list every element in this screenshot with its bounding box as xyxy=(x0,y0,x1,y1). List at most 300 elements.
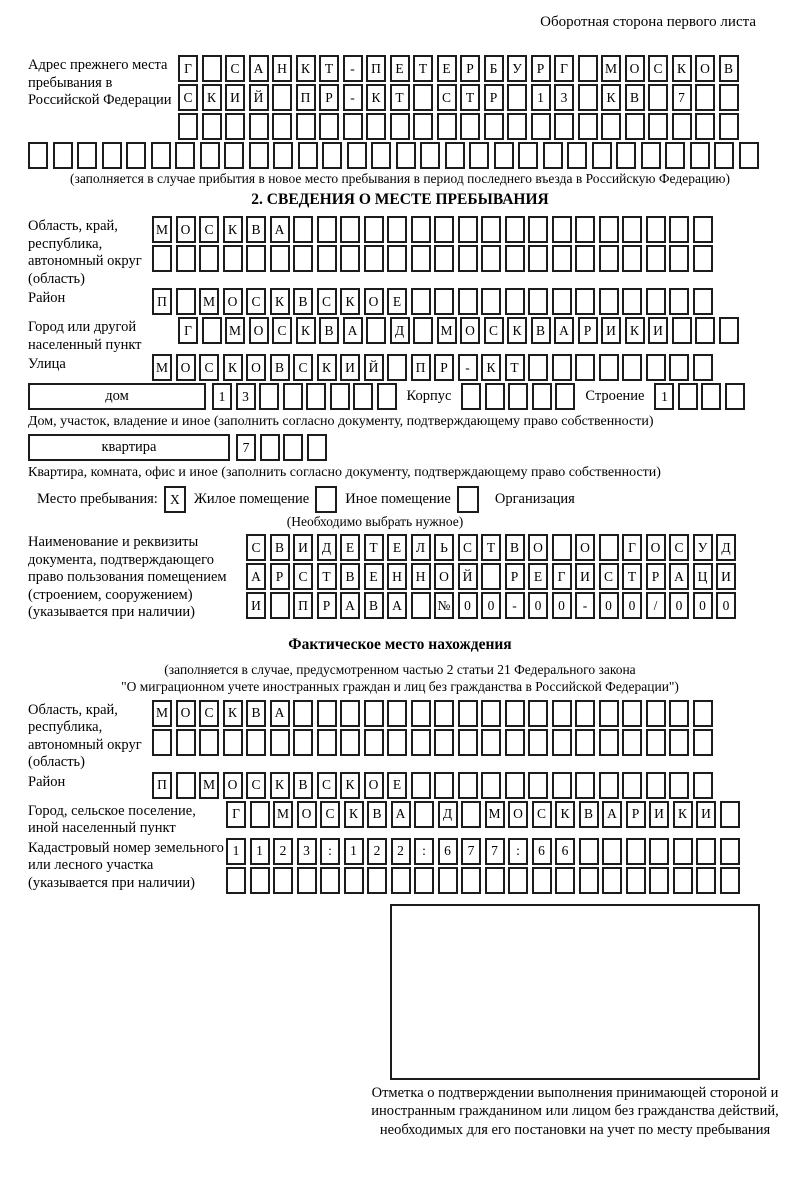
char-box[interactable] xyxy=(622,354,642,381)
char-box[interactable]: В xyxy=(364,592,384,619)
char-box[interactable] xyxy=(481,216,501,243)
char-box[interactable] xyxy=(307,434,327,461)
char-box[interactable]: С xyxy=(458,534,478,561)
char-box[interactable] xyxy=(411,288,431,315)
char-box[interactable] xyxy=(646,216,666,243)
char-box[interactable]: О xyxy=(249,317,269,344)
char-box[interactable] xyxy=(293,245,313,272)
char-box[interactable] xyxy=(505,772,525,799)
char-box[interactable]: П xyxy=(152,772,172,799)
char-box[interactable]: : xyxy=(508,838,528,865)
char-box[interactable] xyxy=(377,383,397,410)
char-box[interactable]: С xyxy=(669,534,689,561)
char-box[interactable]: И xyxy=(716,563,736,590)
char-box[interactable] xyxy=(672,317,692,344)
char-box[interactable]: И xyxy=(649,801,669,828)
char-box[interactable] xyxy=(199,245,219,272)
char-box[interactable]: О xyxy=(223,772,243,799)
char-box[interactable] xyxy=(461,383,481,410)
char-box[interactable] xyxy=(599,729,619,756)
char-box[interactable]: Р xyxy=(434,354,454,381)
char-box[interactable]: К xyxy=(270,288,290,315)
char-box[interactable]: В xyxy=(625,84,645,111)
char-box[interactable]: С xyxy=(246,288,266,315)
char-box[interactable]: 6 xyxy=(555,838,575,865)
char-box[interactable] xyxy=(616,142,636,169)
char-box[interactable] xyxy=(528,772,548,799)
char-box[interactable] xyxy=(599,354,619,381)
char-box[interactable]: А xyxy=(669,563,689,590)
char-box[interactable] xyxy=(102,142,122,169)
char-box[interactable] xyxy=(528,354,548,381)
char-box[interactable]: П xyxy=(293,592,313,619)
char-box[interactable]: № xyxy=(434,592,454,619)
char-box[interactable] xyxy=(317,729,337,756)
char-box[interactable]: Т xyxy=(505,354,525,381)
char-box[interactable]: Р xyxy=(505,563,525,590)
char-box[interactable]: - xyxy=(343,84,363,111)
char-box[interactable]: И xyxy=(601,317,621,344)
char-box[interactable] xyxy=(250,867,270,894)
char-box[interactable] xyxy=(411,245,431,272)
char-box[interactable] xyxy=(434,288,454,315)
char-box[interactable]: 3 xyxy=(236,383,256,410)
char-box[interactable] xyxy=(176,245,196,272)
char-box[interactable]: М xyxy=(152,354,172,381)
char-box[interactable] xyxy=(665,142,685,169)
char-box[interactable] xyxy=(575,288,595,315)
char-box[interactable] xyxy=(413,84,433,111)
char-box[interactable] xyxy=(528,216,548,243)
char-box[interactable] xyxy=(481,288,501,315)
char-box[interactable]: В xyxy=(719,55,739,82)
char-box[interactable]: А xyxy=(249,55,269,82)
char-box[interactable] xyxy=(579,867,599,894)
char-box[interactable] xyxy=(599,700,619,727)
char-box[interactable] xyxy=(223,729,243,756)
char-box[interactable] xyxy=(648,84,668,111)
char-box[interactable]: 1 xyxy=(654,383,674,410)
char-box[interactable] xyxy=(445,142,465,169)
char-box[interactable]: : xyxy=(320,838,340,865)
char-box[interactable]: О xyxy=(297,801,317,828)
char-box[interactable] xyxy=(552,772,572,799)
char-box[interactable] xyxy=(646,729,666,756)
char-box[interactable] xyxy=(739,142,759,169)
char-box[interactable]: 0 xyxy=(622,592,642,619)
char-box[interactable] xyxy=(695,113,715,140)
char-box[interactable] xyxy=(434,700,454,727)
char-box[interactable] xyxy=(649,867,669,894)
char-box[interactable]: О xyxy=(460,317,480,344)
char-box[interactable]: : xyxy=(414,838,434,865)
char-box[interactable]: Г xyxy=(554,55,574,82)
char-box[interactable] xyxy=(371,142,391,169)
char-box[interactable] xyxy=(567,142,587,169)
char-box[interactable] xyxy=(693,245,713,272)
char-box[interactable]: П xyxy=(152,288,172,315)
char-box[interactable] xyxy=(669,288,689,315)
char-box[interactable]: С xyxy=(272,317,292,344)
char-box[interactable] xyxy=(387,729,407,756)
char-box[interactable]: У xyxy=(507,55,527,82)
char-box[interactable]: К xyxy=(296,55,316,82)
checkbox-residential[interactable]: X xyxy=(164,486,186,513)
char-box[interactable] xyxy=(176,772,196,799)
char-box[interactable] xyxy=(693,216,713,243)
char-box[interactable]: Г xyxy=(226,801,246,828)
char-box[interactable] xyxy=(411,700,431,727)
char-box[interactable]: Е xyxy=(387,288,407,315)
char-box[interactable] xyxy=(481,729,501,756)
char-box[interactable] xyxy=(293,700,313,727)
char-box[interactable]: 2 xyxy=(367,838,387,865)
char-box[interactable]: А xyxy=(270,216,290,243)
char-box[interactable] xyxy=(283,383,303,410)
char-box[interactable]: 7 xyxy=(461,838,481,865)
char-box[interactable]: В xyxy=(579,801,599,828)
char-box[interactable] xyxy=(518,142,538,169)
char-box[interactable]: К xyxy=(507,317,527,344)
char-box[interactable]: 1 xyxy=(531,84,551,111)
char-box[interactable] xyxy=(387,354,407,381)
char-box[interactable] xyxy=(626,838,646,865)
char-box[interactable]: К xyxy=(223,216,243,243)
char-box[interactable] xyxy=(693,729,713,756)
char-box[interactable] xyxy=(458,700,478,727)
char-box[interactable] xyxy=(413,317,433,344)
char-box[interactable] xyxy=(531,113,551,140)
char-box[interactable]: В xyxy=(246,216,266,243)
char-box[interactable] xyxy=(720,867,740,894)
char-box[interactable] xyxy=(298,142,318,169)
char-box[interactable] xyxy=(646,245,666,272)
char-box[interactable] xyxy=(434,729,454,756)
char-box[interactable] xyxy=(646,700,666,727)
char-box[interactable] xyxy=(505,245,525,272)
char-box[interactable]: Е xyxy=(390,55,410,82)
char-box[interactable]: Г xyxy=(622,534,642,561)
char-box[interactable]: Е xyxy=(340,534,360,561)
char-box[interactable] xyxy=(366,317,386,344)
char-box[interactable] xyxy=(272,84,292,111)
char-box[interactable]: Й xyxy=(458,563,478,590)
char-box[interactable]: К xyxy=(223,700,243,727)
char-box[interactable]: Н xyxy=(411,563,431,590)
char-box[interactable] xyxy=(411,592,431,619)
char-box[interactable] xyxy=(364,245,384,272)
char-box[interactable]: Ь xyxy=(434,534,454,561)
char-box[interactable]: В xyxy=(531,317,551,344)
char-box[interactable]: С xyxy=(317,772,337,799)
char-box[interactable]: В xyxy=(293,772,313,799)
char-box[interactable]: С xyxy=(199,216,219,243)
char-box[interactable]: 0 xyxy=(669,592,689,619)
char-box[interactable]: К xyxy=(673,801,693,828)
char-box[interactable] xyxy=(532,867,552,894)
char-box[interactable] xyxy=(296,113,316,140)
char-box[interactable]: И xyxy=(648,317,668,344)
char-box[interactable]: 7 xyxy=(672,84,692,111)
char-box[interactable]: П xyxy=(411,354,431,381)
char-box[interactable] xyxy=(458,729,478,756)
char-box[interactable]: А xyxy=(340,592,360,619)
char-box[interactable] xyxy=(246,729,266,756)
char-box[interactable] xyxy=(646,288,666,315)
char-box[interactable] xyxy=(202,317,222,344)
char-box[interactable]: Г xyxy=(178,55,198,82)
char-box[interactable] xyxy=(322,142,342,169)
char-box[interactable] xyxy=(552,729,572,756)
char-box[interactable] xyxy=(353,383,373,410)
char-box[interactable]: С xyxy=(199,700,219,727)
char-box[interactable] xyxy=(151,142,171,169)
char-box[interactable] xyxy=(646,772,666,799)
char-box[interactable] xyxy=(461,801,481,828)
char-box[interactable]: С xyxy=(225,55,245,82)
char-box[interactable]: 0 xyxy=(481,592,501,619)
char-box[interactable]: О xyxy=(646,534,666,561)
char-box[interactable] xyxy=(364,729,384,756)
char-box[interactable]: Р xyxy=(270,563,290,590)
char-box[interactable]: 1 xyxy=(344,838,364,865)
char-box[interactable] xyxy=(391,867,411,894)
char-box[interactable] xyxy=(579,838,599,865)
char-box[interactable]: Д xyxy=(716,534,736,561)
char-box[interactable] xyxy=(719,317,739,344)
char-box[interactable]: К xyxy=(270,772,290,799)
char-box[interactable]: В xyxy=(319,317,339,344)
char-box[interactable]: С xyxy=(437,84,457,111)
char-box[interactable]: Н xyxy=(272,55,292,82)
char-box[interactable] xyxy=(669,354,689,381)
char-box[interactable]: Т xyxy=(317,563,337,590)
char-box[interactable]: 0 xyxy=(458,592,478,619)
char-box[interactable] xyxy=(714,142,734,169)
char-box[interactable] xyxy=(552,216,572,243)
char-box[interactable] xyxy=(293,729,313,756)
char-box[interactable]: Р xyxy=(460,55,480,82)
char-box[interactable] xyxy=(599,245,619,272)
char-box[interactable]: О xyxy=(528,534,548,561)
char-box[interactable] xyxy=(249,142,269,169)
char-box[interactable] xyxy=(669,245,689,272)
char-box[interactable] xyxy=(622,245,642,272)
char-box[interactable]: Е xyxy=(387,534,407,561)
char-box[interactable]: Т xyxy=(319,55,339,82)
char-box[interactable] xyxy=(224,142,244,169)
char-box[interactable]: И xyxy=(575,563,595,590)
char-box[interactable]: О xyxy=(176,700,196,727)
char-box[interactable] xyxy=(578,55,598,82)
char-box[interactable]: С xyxy=(320,801,340,828)
char-box[interactable] xyxy=(175,142,195,169)
char-box[interactable]: О xyxy=(434,563,454,590)
char-box[interactable] xyxy=(176,729,196,756)
char-box[interactable] xyxy=(672,113,692,140)
char-box[interactable] xyxy=(270,245,290,272)
char-box[interactable] xyxy=(554,113,574,140)
char-box[interactable] xyxy=(202,55,222,82)
char-box[interactable] xyxy=(437,113,457,140)
char-box[interactable] xyxy=(225,113,245,140)
char-box[interactable]: О xyxy=(246,354,266,381)
char-box[interactable] xyxy=(696,838,716,865)
char-box[interactable] xyxy=(719,84,739,111)
char-box[interactable]: Н xyxy=(387,563,407,590)
char-box[interactable]: 1 xyxy=(250,838,270,865)
char-box[interactable]: И xyxy=(293,534,313,561)
char-box[interactable] xyxy=(317,245,337,272)
char-box[interactable] xyxy=(223,245,243,272)
char-box[interactable] xyxy=(458,216,478,243)
char-box[interactable] xyxy=(434,245,454,272)
char-box[interactable] xyxy=(347,142,367,169)
char-box[interactable] xyxy=(458,288,478,315)
char-box[interactable] xyxy=(152,729,172,756)
char-box[interactable]: И xyxy=(225,84,245,111)
checkbox-other-premises[interactable] xyxy=(315,486,337,513)
char-box[interactable]: М xyxy=(601,55,621,82)
char-box[interactable] xyxy=(340,216,360,243)
char-box[interactable]: В xyxy=(270,534,290,561)
char-box[interactable]: О xyxy=(223,288,243,315)
char-box[interactable]: Д xyxy=(317,534,337,561)
char-box[interactable]: Д xyxy=(438,801,458,828)
char-box[interactable] xyxy=(28,142,48,169)
char-box[interactable] xyxy=(641,142,661,169)
char-box[interactable]: С xyxy=(293,563,313,590)
char-box[interactable] xyxy=(411,729,431,756)
char-box[interactable] xyxy=(246,245,266,272)
char-box[interactable] xyxy=(344,867,364,894)
char-box[interactable] xyxy=(485,867,505,894)
char-box[interactable] xyxy=(575,700,595,727)
char-box[interactable]: М xyxy=(273,801,293,828)
char-box[interactable]: С xyxy=(648,55,668,82)
char-box[interactable] xyxy=(319,113,339,140)
char-box[interactable] xyxy=(669,729,689,756)
char-box[interactable] xyxy=(528,729,548,756)
char-box[interactable] xyxy=(599,216,619,243)
char-box[interactable]: 0 xyxy=(552,592,572,619)
char-box[interactable]: М xyxy=(199,772,219,799)
char-box[interactable] xyxy=(270,729,290,756)
char-box[interactable]: Р xyxy=(317,592,337,619)
char-box[interactable] xyxy=(602,838,622,865)
char-box[interactable]: С xyxy=(246,534,266,561)
char-box[interactable] xyxy=(648,113,668,140)
char-box[interactable] xyxy=(494,142,514,169)
char-box[interactable]: К xyxy=(317,354,337,381)
char-box[interactable] xyxy=(673,838,693,865)
char-box[interactable] xyxy=(366,113,386,140)
char-box[interactable] xyxy=(575,729,595,756)
char-box[interactable]: Г xyxy=(178,317,198,344)
char-box[interactable] xyxy=(481,245,501,272)
char-box[interactable]: О xyxy=(176,216,196,243)
char-box[interactable]: Т xyxy=(390,84,410,111)
char-box[interactable] xyxy=(505,700,525,727)
char-box[interactable] xyxy=(601,113,621,140)
char-box[interactable] xyxy=(508,383,528,410)
char-box[interactable] xyxy=(202,113,222,140)
char-box[interactable] xyxy=(505,729,525,756)
char-box[interactable] xyxy=(387,700,407,727)
char-box[interactable]: Т xyxy=(413,55,433,82)
char-box[interactable] xyxy=(458,245,478,272)
char-box[interactable] xyxy=(625,113,645,140)
char-box[interactable] xyxy=(701,383,721,410)
char-box[interactable]: В xyxy=(246,700,266,727)
char-box[interactable]: 7 xyxy=(485,838,505,865)
char-box[interactable]: И xyxy=(340,354,360,381)
char-box[interactable] xyxy=(622,700,642,727)
char-box[interactable]: О xyxy=(575,534,595,561)
char-box[interactable]: А xyxy=(387,592,407,619)
char-box[interactable]: А xyxy=(343,317,363,344)
char-box[interactable]: Е xyxy=(528,563,548,590)
char-box[interactable] xyxy=(438,867,458,894)
char-box[interactable] xyxy=(273,867,293,894)
char-box[interactable]: О xyxy=(364,772,384,799)
char-box[interactable]: 3 xyxy=(554,84,574,111)
char-box[interactable]: К xyxy=(344,801,364,828)
char-box[interactable]: Е xyxy=(437,55,457,82)
char-box[interactable]: 2 xyxy=(391,838,411,865)
char-box[interactable]: К xyxy=(625,317,645,344)
char-box[interactable] xyxy=(725,383,745,410)
char-box[interactable]: Е xyxy=(387,772,407,799)
char-box[interactable]: 2 xyxy=(273,838,293,865)
char-box[interactable]: П xyxy=(296,84,316,111)
char-box[interactable]: М xyxy=(485,801,505,828)
char-box[interactable] xyxy=(626,867,646,894)
char-box[interactable] xyxy=(340,245,360,272)
char-box[interactable] xyxy=(555,383,575,410)
char-box[interactable] xyxy=(77,142,97,169)
char-box[interactable] xyxy=(552,354,572,381)
char-box[interactable]: С xyxy=(599,563,619,590)
char-box[interactable] xyxy=(414,801,434,828)
char-box[interactable]: С xyxy=(317,288,337,315)
char-box[interactable] xyxy=(719,113,739,140)
char-box[interactable]: - xyxy=(575,592,595,619)
char-box[interactable] xyxy=(696,867,716,894)
char-box[interactable] xyxy=(260,434,280,461)
char-box[interactable]: О xyxy=(508,801,528,828)
char-box[interactable] xyxy=(461,867,481,894)
char-box[interactable] xyxy=(270,592,290,619)
char-box[interactable] xyxy=(622,216,642,243)
char-box[interactable]: 0 xyxy=(599,592,619,619)
char-box[interactable] xyxy=(575,245,595,272)
char-box[interactable] xyxy=(176,288,196,315)
char-box[interactable] xyxy=(669,772,689,799)
char-box[interactable] xyxy=(693,772,713,799)
char-box[interactable]: А xyxy=(554,317,574,344)
char-box[interactable]: С xyxy=(532,801,552,828)
char-box[interactable]: А xyxy=(270,700,290,727)
char-box[interactable]: 0 xyxy=(693,592,713,619)
char-box[interactable]: О xyxy=(364,288,384,315)
char-box[interactable] xyxy=(297,867,317,894)
char-box[interactable] xyxy=(646,354,666,381)
char-box[interactable] xyxy=(481,772,501,799)
char-box[interactable]: 7 xyxy=(236,434,256,461)
char-box[interactable] xyxy=(434,772,454,799)
char-box[interactable] xyxy=(272,113,292,140)
